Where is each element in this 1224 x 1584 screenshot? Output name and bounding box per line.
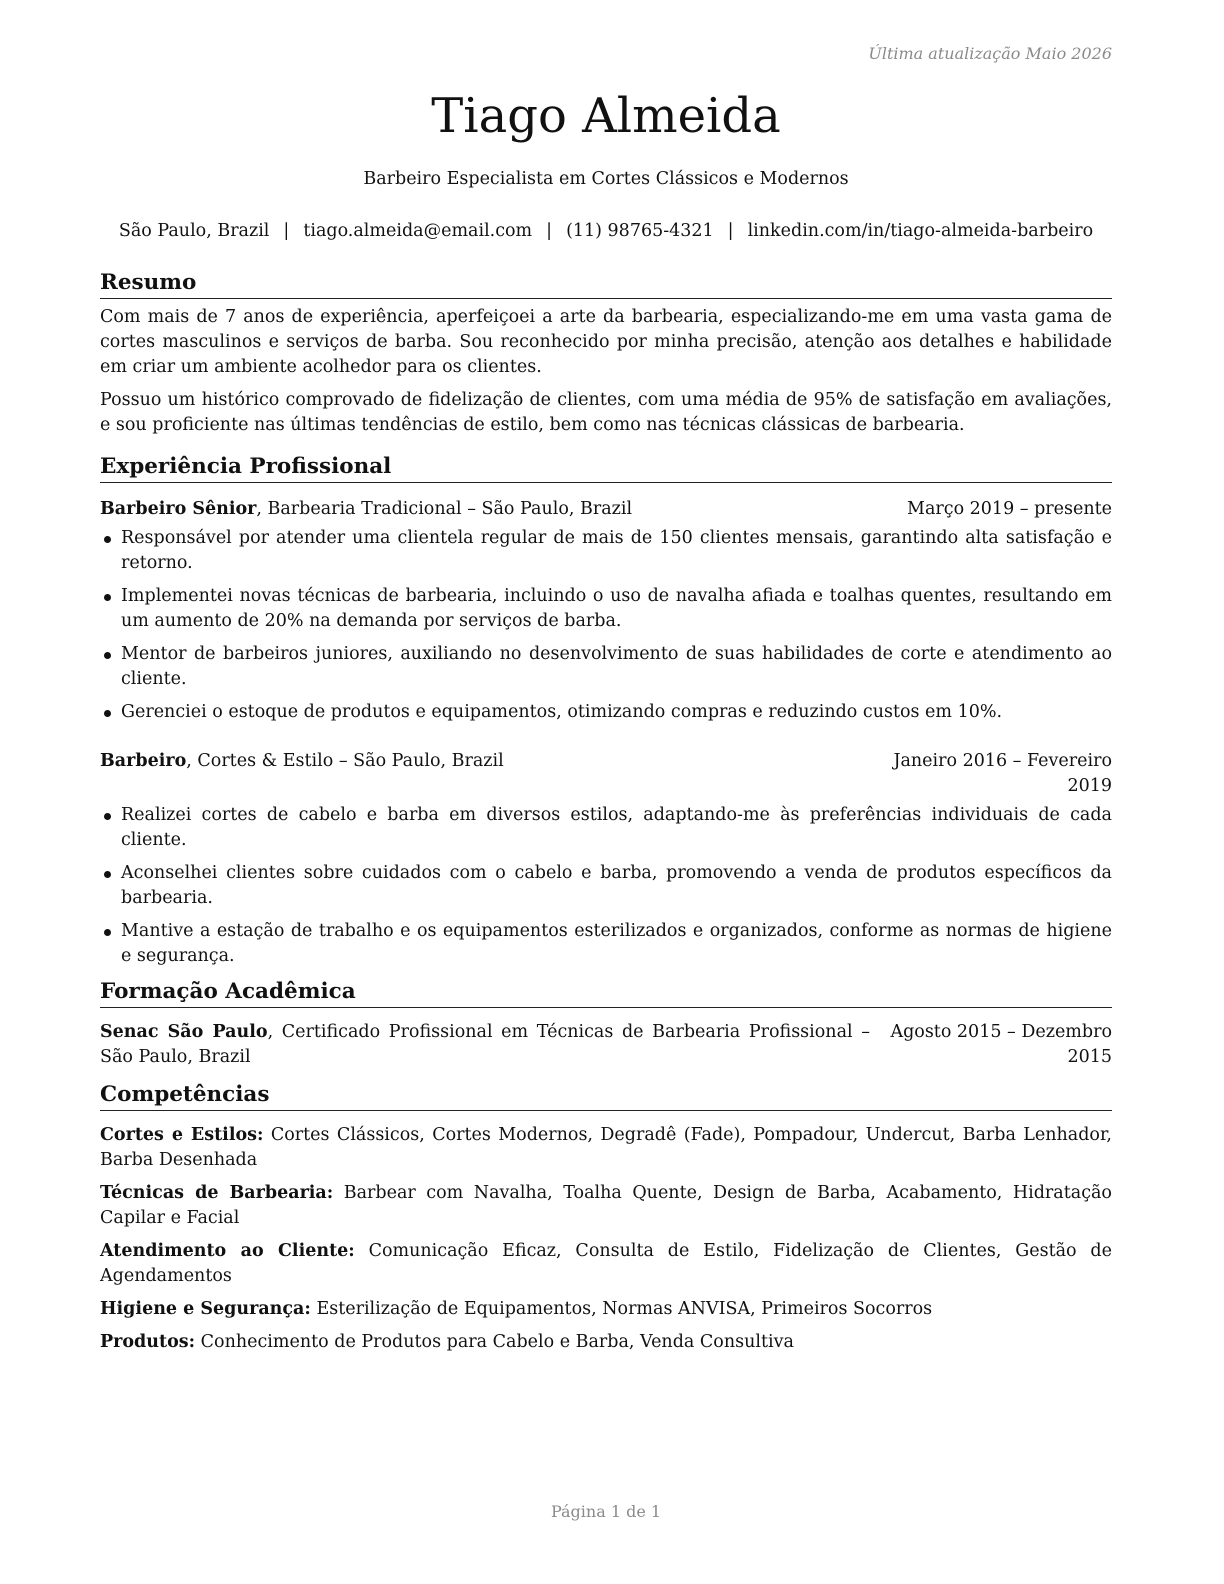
job-title-line — [100, 497, 632, 522]
job-title-line — [100, 749, 504, 774]
job-role: Barbeiro — [100, 751, 187, 771]
job-org: , Barbearia Tradicional – São Paulo, Brazil — [256, 499, 633, 519]
skill-line — [100, 1239, 1112, 1289]
skill-line — [100, 1330, 1112, 1355]
skill-line — [100, 1297, 1112, 1322]
job-bullet: Realizei cortes de cabelo e barba em diversos estilos, adaptando-me às preferências individuais de cada cliente. — [100, 803, 1112, 853]
experience-section — [100, 452, 1112, 969]
section-title-experience: Experiência Profissional — [100, 452, 1112, 483]
contact-linkedin[interactable]: linkedin.com/in/tiago-almeida-barbeiro — [747, 221, 1094, 241]
summary-paragraph: Com mais de 7 anos de experiência, aperfeiçoei a arte da barbearia, especializando-me em uma vasta gama de cortes masculinos e serviços de barba. Sou reconhecido por minha precisão, atenção aos detalhes e habilidade em criar um ambiente acolhedor para os clientes. — [100, 307, 1112, 377]
skill-label: Higiene e Segurança: — [100, 1299, 311, 1319]
candidate-name: Tiago Almeida — [431, 88, 781, 144]
job-bullets — [100, 803, 1112, 969]
skill-label: Cortes e Estilos: — [100, 1125, 264, 1145]
candidate-headline: Barbeiro Especialista em Cortes Clássicos e Modernos — [363, 169, 849, 189]
summary-section — [100, 268, 1112, 438]
contact-phone: (11) 98765-4321 — [566, 221, 714, 241]
education-entry — [100, 1020, 1112, 1070]
contact-email[interactable]: tiago.almeida@email.com — [303, 221, 533, 241]
education-institution: Senac São Paulo — [100, 1022, 268, 1042]
section-title-education: Formação Acadêmica — [100, 977, 1112, 1008]
job-bullet: Aconselhei clientes sobre cuidados com o cabelo e barba, promovendo a venda de produtos específicos da barbearia. — [100, 861, 1112, 911]
skill-value: Cortes Clássicos, Cortes Modernos, Degradê (Fade), Pompadour, Undercut, Barba Lenhador, Barba Desenhada — [100, 1125, 1112, 1170]
job-header — [100, 749, 1112, 799]
skill-label: Produtos: — [100, 1332, 196, 1352]
job-header — [100, 497, 1112, 522]
education-title-line — [100, 1020, 870, 1070]
skill-line — [100, 1123, 1112, 1173]
job-bullet: Responsável por atender uma clientela regular de mais de 150 clientes mensais, garantindo alta satisfação e retorno. — [100, 526, 1112, 576]
education-detail: , Certificado Profissional em Técnicas de Barbearia Profissional – São Paulo, Brazil — [100, 1022, 870, 1067]
job-bullet: Mantive a estação de trabalho e os equipamentos esterilizados e organizados, conforme as normas de higiene e segurança. — [100, 919, 1112, 969]
job-date: Março 2019 – presente — [907, 499, 1112, 519]
summary-paragraph: Possuo um histórico comprovado de fidelização de clientes, com uma média de 95% de satisfação em avaliações, e sou proficiente nas últimas tendências de estilo, bem como nas técnicas clássicas de barbearia. — [100, 390, 1112, 435]
job-bullets — [100, 526, 1112, 725]
last-updated-note: Última atualização Maio 2026 — [868, 44, 1112, 63]
contact-separator: | — [546, 221, 553, 241]
job-bullet: Mentor de barbeiros juniores, auxiliando no desenvolvimento de suas habilidades de corte e atendimento ao cliente. — [100, 642, 1112, 692]
job-entry — [100, 497, 1112, 725]
job-bullet: Implementei novas técnicas de barbearia, incluindo o uso de navalha afiada e toalhas quentes, resultando em um aumento de 20% na demanda por serviços de barba. — [100, 584, 1112, 634]
skill-value: Barbear com Navalha, Toalha Quente, Design de Barba, Acabamento, Hidratação Capilar e Facial — [100, 1183, 1112, 1228]
job-entry — [100, 749, 1112, 969]
contact-separator: | — [283, 221, 290, 241]
skills-section — [100, 1080, 1112, 1355]
resume-content — [100, 268, 1112, 1363]
section-title-summary: Resumo — [100, 268, 1112, 299]
job-org: , Cortes & Estilo – São Paulo, Brazil — [186, 751, 504, 771]
skill-value: Comunicação Eficaz, Consulta de Estilo, Fidelização de Clientes, Gestão de Agendamentos — [100, 1241, 1112, 1286]
contact-location: São Paulo, Brazil — [118, 221, 270, 241]
skill-value: Conhecimento de Produtos para Cabelo e Barba, Venda Consultiva — [200, 1332, 794, 1352]
skill-line — [100, 1181, 1112, 1231]
job-bullet: Gerenciei o estoque de produtos e equipamentos, otimizando compras e reduzindo custos em 10%. — [100, 700, 1112, 725]
page-number-footer: Página 1 de 1 — [550, 1502, 662, 1521]
contact-line — [100, 218, 1112, 244]
resume-page — [100, 0, 1112, 1584]
skill-label: Técnicas de Barbearia: — [100, 1183, 334, 1203]
contact-separator: | — [727, 221, 734, 241]
skill-value: Esterilização de Equipamentos, Normas ANVISA, Primeiros Socorros — [316, 1299, 933, 1319]
education-date: Agosto 2015 – Dezembro 2015 — [890, 1022, 1112, 1067]
education-section — [100, 977, 1112, 1070]
job-role: Barbeiro Sênior — [100, 499, 257, 519]
job-date: Janeiro 2016 – Fevereiro 2019 — [893, 751, 1112, 796]
skill-label: Atendimento ao Cliente: — [100, 1241, 355, 1261]
section-title-skills: Competências — [100, 1080, 1112, 1111]
